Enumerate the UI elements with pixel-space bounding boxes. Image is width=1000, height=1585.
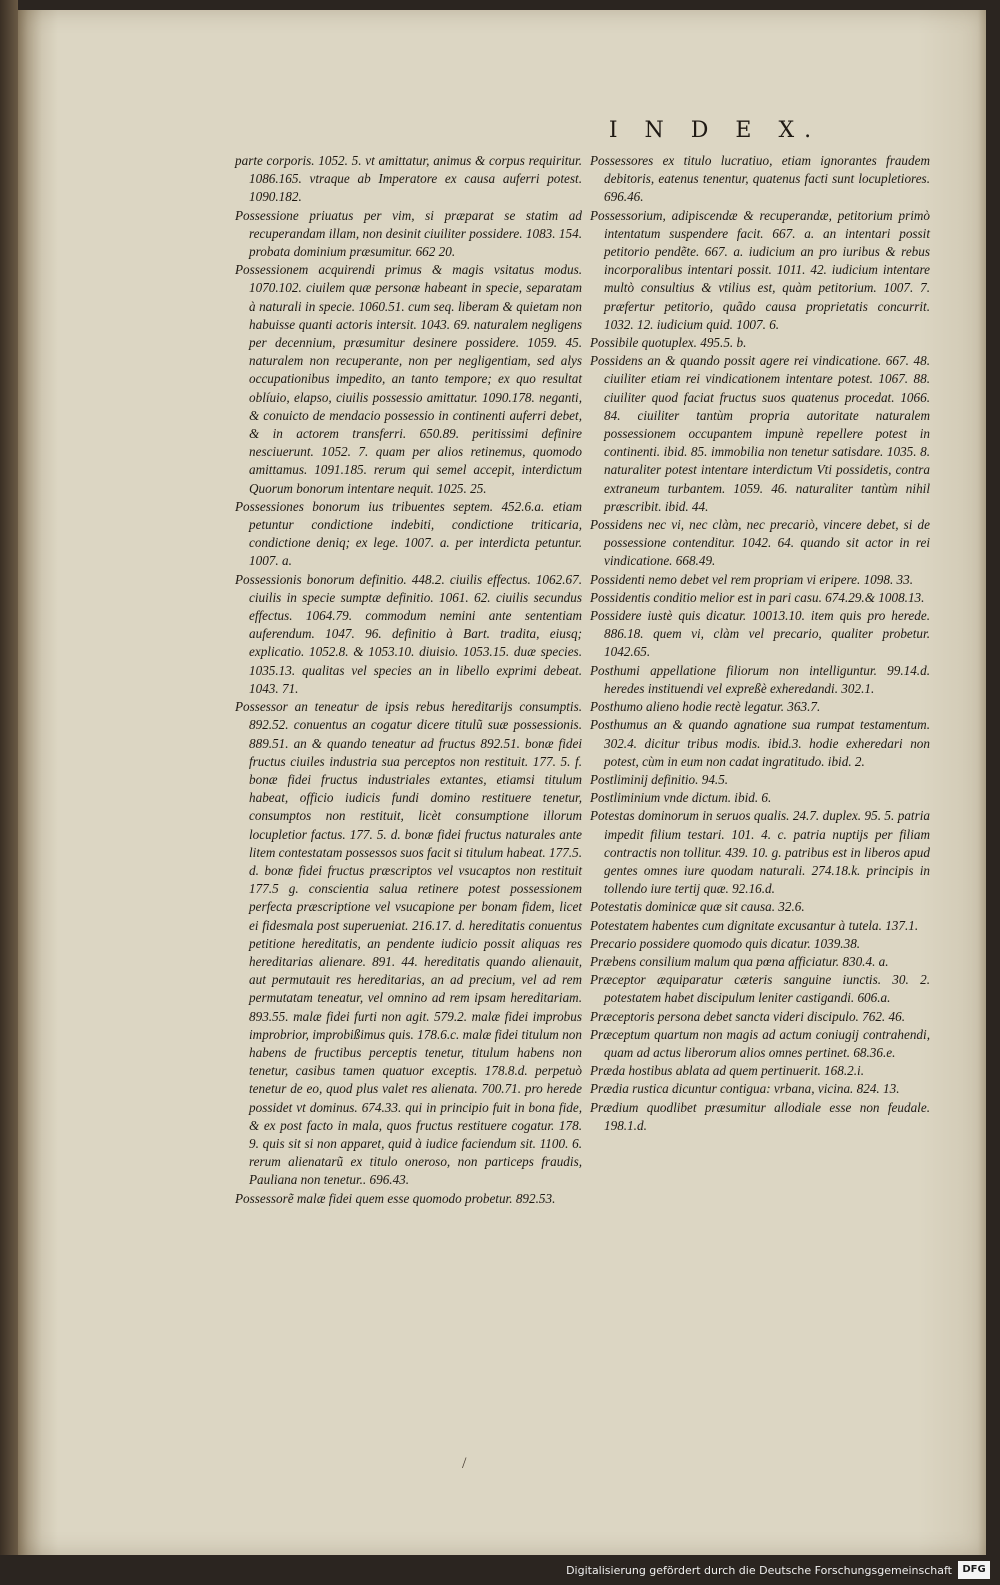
index-entry: Precario possidere quomodo quis dicatur. 1039.38. [590, 935, 861, 951]
index-entry: Possidenti nemo debet vel rem propriam vi eripere. 1098. 33. [590, 571, 914, 587]
index-entry: Postliminij definitio. 94.5. [590, 771, 729, 787]
index-entry: Præceptum quartum non magis ad actum coniugij contrahendi, quam ad actus liberorum alios omnes pertinet. 68.36.e. [590, 1026, 930, 1060]
index-entry: Prædium quodlibet præsumitur allodiale esse non feudale. 198.1.d. [590, 1099, 930, 1133]
index-entry: Possessionem acquirendi primus & magis vsitatus modus. 1070.102. ciuilem quæ personæ habeant in specie, separatam à naturali in specie. 1060.51. cum seq. liberam & quietam non habuisse quanti actoris intersit. 1043. 69. naturalem negligens per decennium, præsumitur desinere possidere. 1059. 45. naturalem non recuperante, non per negligentiam, sed alys occupationibus impedito, an tanto tempore; ex quo resultat oblíuio, elapso, ciuilis possessio amittatur. 1090.178. neganti, & conuicto de mendacio possessio in continenti auferri debet, & in actorem transferri. 650.89. peritissimi definire nesciuerunt. 1052. 7. quam per alios retinemus, quomodo amittamus. 1091.185. rerum qui semel accepit, interdictum Quorum bonorum intentare nequit. 1025. 25. [235, 262, 582, 496]
index-entry: Possessionis bonorum definitio. 448.2. ciuilis effectus. 1062.67. ciuilis in specie sumptæ definitio. 1061. 62. ciuilis secundus effectus. 1064.79. commodum nemini ante sententiam auferendum. 1047. 96. definitio à Bart. tradita, eiusq; explicatio. 1052.8. & 1053.10. diuisio. 1053.15. duæ species. 1035.13. qualitas vel species an in libello exprimi debeat. 1043. 71. [235, 571, 582, 696]
index-entry: Præda hostibus ablata ad quem pertinuerit. 168.2.i. [590, 1063, 865, 1079]
index-column-left [235, 152, 582, 1208]
footer-credit-text: Digitalisierung gefördert durch die Deutsche Forschungsgemeinschaft [566, 1564, 952, 1577]
index-entry: Possidens nec vi, nec clàm, nec precariò, vincere debet, si de possessione contenditur. 1042. 64. quando sit actor in rei vindicatione. 668.49. [590, 517, 930, 569]
page-header: I N D E X. [608, 118, 822, 143]
index-entry: Posthumus an & quando agnatione sua rumpat testamentum. 302.4. dicitur tribus modis. ibid.3. hodie exheredari non potest, cùm in eum non cadat ingratitudo. ibid. 2. [590, 717, 930, 769]
dfg-logo: DFG [958, 1561, 990, 1579]
index-entry: Posthumo alieno hodie rectè legatur. 363.7. [590, 699, 821, 715]
index-entry: Possidens an & quando possit agere rei vindicatione. 667. 48. ciuiliter etiam rei vindicationem intentare potest. 1067. 88. ciuiliter quod faciat fructus suos quatenus procedat. 1066. 84. ciuiliter tantùm propria autoritate naturalem possessionem occupantem impunè repellere potest in continenti. ibid. 85. immobilia non tenetur satisdare. 1035. 8. naturaliter potest intentare interdictum Vti possidetis, contra extraneum turbantem. 1059. 46. naturaliter tantùm nihil præscribit. ibid. 44. [590, 353, 930, 514]
index-entry: Potestatis dominicæ quæ sit causa. 32.6. [590, 899, 805, 915]
digitization-footer [0, 1555, 1000, 1585]
index-entry: parte corporis. 1052. 5. vt amittatur, animus & corpus requiritur. 1086.165. vtraque ab Imperatore ex causa auferri potest. 1090.182. [235, 153, 582, 205]
index-column-right [590, 152, 930, 1135]
index-entry: Posthumi appellatione filiorum non intelliguntur. 99.14.d. heredes instituendi vel expreßè exheredandi. 302.1. [590, 662, 930, 696]
index-entry: Possessione priuatus per vim, si præparat se statim ad recuperandam illam, non desinit ciuiliter possidere. 1083. 154. probata dominium præsumitur. 662 20. [235, 207, 582, 260]
index-entry: Possessorium, adipiscendæ & recuperandæ, petitorium primò intentatum suspendere facit. 667. a. an intentari possit petitorio pendẽte. 667. a. iudicium an pro iuribus & rebus incorporalibus intentari possit. 1011. 42. iudicium intentare multò consultius & vtilius est, quàm petitorium. 1007. 7. præfertur petitorio, quãdo causa proprietatis concurrit. 1032. 12. iudicium quid. 1007. 6. [590, 207, 930, 332]
index-entry: Postliminium vnde dictum. ibid. 6. [590, 790, 772, 806]
index-entry: Præceptor æquiparatur cæteris sanguine iunctis. 30. 2. potestatem habet discipulum leniter castigandi. 606.a. [590, 972, 930, 1006]
index-entry: Potestatem habentes cum dignitate excusantur à tutela. 137.1. [590, 917, 919, 933]
index-entry: Prædia rustica dicuntur contigua: vrbana, vicina. 824. 13. [590, 1081, 900, 1097]
index-entry: Possibile quotuplex. 495.5. b. [590, 335, 747, 351]
index-entry: Possessor an teneatur de ipsis rebus hereditarijs consumptis. 892.52. conuentus an cogatur dicere titulũ suæ possessionis. 889.51. an & quando teneatur ad fructus 892.51. bonæ fidei fructus ciuiles industria sua perceptos non restituit. 177. 5. f. bonæ fidei fructus industriales extantes, etiamsi titulum habeat, officio iudicis fundi domino restituere tenetur, consumptos non restituit, licèt consumptione illorum locupletior factus. 177. 5. d. bonæ fidei fructus naturales ante litem contestatam possessos suos facit si titulum habeat. 177.5. d. bonæ fidei fructus præscriptos vel vsucaptos non restituit 177.5 g. conscientia salua retinere potest possessionem perfecta præscriptione vel vsucapione per bonam fidem, licet ei fidesmala post superueniat. 216.17. d. hereditatis conuentus petitione hereditatis, an pendente iudicio possit aliquas res hereditarias alienare. 891. 44. hereditatis quando alienauit, aut permutauit res hereditarias, an ad precium, vel ad rem permutatam teneatur, vel omnino ad rem ipsam hereditariam. 893.55. malæ fidei furti non agit. 579.2. malæ fidei improbus improbrior, improbißimus quis. 178.6.c. malæ fidei titulum non habens de fructibus perceptis tenetur, titulum habens non tenetur, casibus tamen quatuor exceptis. 178.8.d. perpetuò tenetur de eo, quod plus valet res alienata. 700.71. pro herede possidet vt dominus. 674.33. qui in principio fuit in bona fide, & ex post facto in mala, quos fructus restituere cogatur. 178. 9. quis sit si non apparet, quid à iudice faciendum sit. 1100. 6. rerum alienatarũ ex titulo oneroso, non particeps fraudis, Pauliana non tenetur.. 696.43. [235, 699, 582, 1188]
index-entry: Potestas dominorum in seruos qualis. 24.7. duplex. 95. 5. patria impedit filium testari. 101. 4. c. patria nuptijs per filiam contractis non tollitur. 439. 10. g. patribus est in liberos apud gentes omnes iure quodam naturali. 274.18.k. principis in tollendo iure tertij quæ. 92.16.d. [590, 808, 930, 897]
index-entry: Possessores ex titulo lucratiuo, etiam ignorantes fraudem debitoris, eatenus tenentur, quatenus facti sunt locupletiores. 696.46. [590, 153, 930, 205]
index-entry: Possidentis conditio melior est in pari casu. 674.29.& 1008.13. [590, 589, 925, 605]
book-spine [0, 0, 18, 1585]
page-mark: / [462, 1455, 467, 1472]
index-entry: Possessiones bonorum ius tribuentes septem. 452.6.a. etiam petuntur condictione indebiti, condictione triticaria, condictione deniq; ex lege. 1007. a. per interdicta petuntur. 1007. a. [235, 498, 582, 569]
index-entry: Possidere iustè quis dicatur. 10013.10. item quis pro herede. 886.18. quem vi, clàm vel precario, qualiter probetur. 1042.65. [590, 608, 930, 660]
index-entry: Possessorẽ malæ fidei quem esse quomodo probetur. 892.53. [235, 1190, 556, 1206]
index-entry: Præbens consilium malum qua pœna afficiatur. 830.4. a. [590, 953, 889, 969]
index-entry: Præceptoris persona debet sancta videri discipulo. 762. 46. [590, 1008, 905, 1024]
